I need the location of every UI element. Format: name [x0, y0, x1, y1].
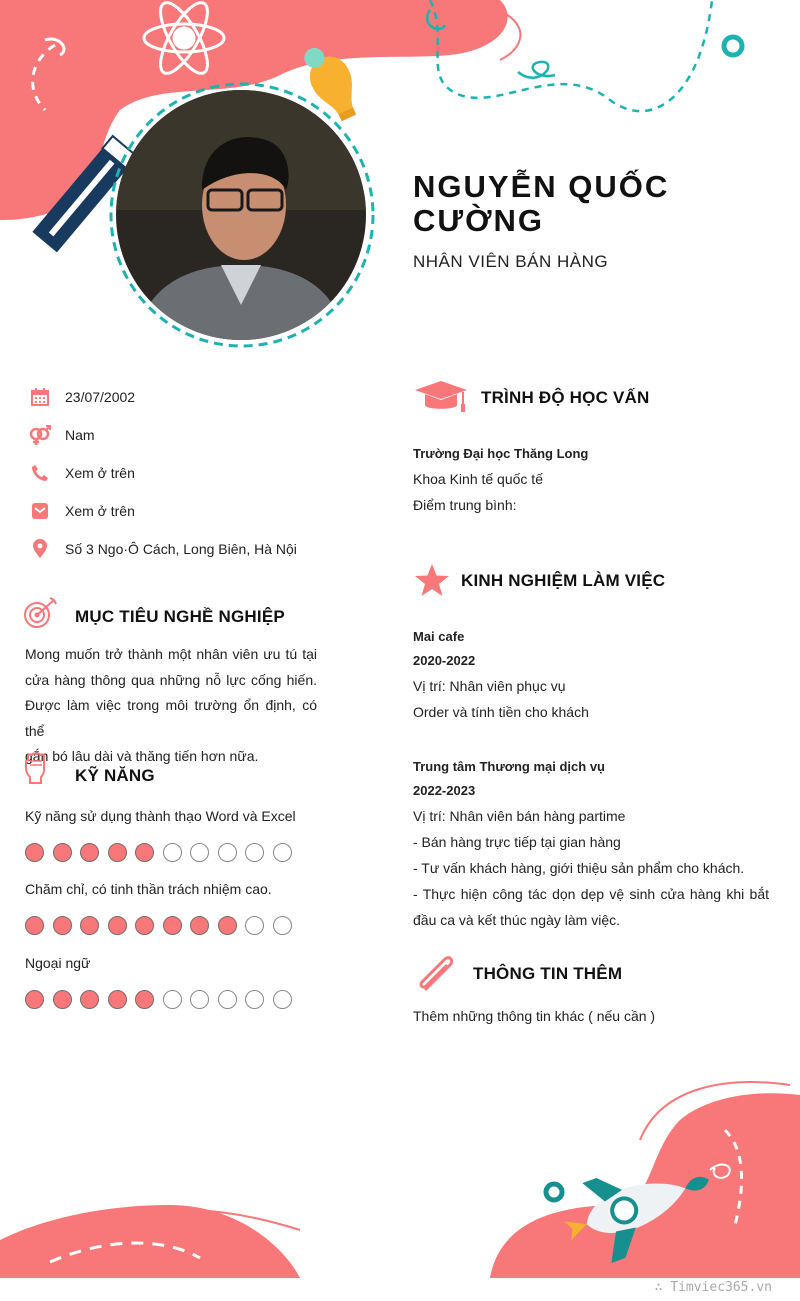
rating-dot-empty	[163, 843, 182, 862]
contact-email	[28, 499, 135, 523]
rating-dot-empty	[163, 990, 182, 1009]
skill-label: Ngoại ngữ	[25, 955, 91, 971]
faculty: Khoa Kinh tế quốc tế	[413, 471, 543, 487]
birthday-value: 23/07/2002	[65, 389, 136, 405]
teal-ring-bottom	[546, 1184, 562, 1200]
rating-dot-empty	[245, 916, 264, 935]
rating-dot-empty	[218, 990, 237, 1009]
job-title: NHÂN VIÊN BÁN HÀNG	[413, 252, 609, 271]
rating-dot-filled	[163, 916, 182, 935]
objective-line: Mong muốn trở thành một nhân viên ưu tú tại	[25, 646, 317, 662]
skill-label: Chăm chỉ, có tinh thần trách nhiệm cao.	[25, 881, 272, 897]
rating-dot-filled	[108, 843, 127, 862]
objective-line: gắn bó lâu dài và thăng tiến hơn nữa.	[25, 748, 259, 764]
gender-value: Nam	[65, 427, 95, 443]
rating-dot-empty	[273, 843, 292, 862]
job-period: 2022-2023	[413, 783, 476, 798]
phone-icon	[28, 461, 52, 485]
star-icon	[414, 563, 450, 602]
phone-value[interactable]: Xem ở trên	[65, 465, 135, 481]
avatar	[116, 90, 366, 340]
experience-title: KINH NGHIỆM LÀM VIỆC	[461, 571, 666, 590]
paperclip-icon	[416, 953, 458, 998]
bottom-left-blob	[0, 1205, 300, 1278]
rating-dot-filled	[218, 916, 237, 935]
contact-gender	[28, 423, 95, 447]
email-value[interactable]: Xem ở trên	[65, 503, 135, 519]
rating-dot-filled	[53, 916, 72, 935]
job-detail: đầu ca và kết thúc ngày làm việc.	[413, 912, 620, 928]
contact-phone	[28, 461, 135, 485]
rating-dot-filled	[25, 843, 44, 862]
rating-dot-filled	[190, 916, 209, 935]
education-title: TRÌNH ĐỘ HỌC VẤN	[481, 388, 650, 407]
rating-dot-empty	[245, 843, 264, 862]
calendar-icon	[28, 385, 52, 409]
address-value: Số 3 Ngo·Ô Cách, Long Biên, Hà Nội	[65, 541, 297, 557]
job-detail: - Bán hàng trực tiếp tại gian hàng	[413, 834, 621, 850]
skills-title: KỸ NĂNG	[75, 766, 155, 785]
job-company: Trung tâm Thương mại dịch vụ	[413, 759, 605, 774]
school-name: Trường Đại học Thăng Long	[413, 446, 589, 461]
skill-label: Kỹ năng sử dụng thành thạo Word và Excel	[25, 808, 296, 824]
rating-dot-filled	[135, 843, 154, 862]
gender-icon	[28, 423, 52, 447]
rating-dot-filled	[80, 916, 99, 935]
rating-dot-filled	[25, 916, 44, 935]
fist-icon	[24, 752, 48, 789]
target-icon	[24, 596, 58, 635]
contact-address	[28, 537, 297, 561]
contact-birthday	[28, 385, 135, 409]
rating-dot-filled	[80, 990, 99, 1009]
gpa: Điểm trung bình:	[413, 497, 517, 513]
extra-title: THÔNG TIN THÊM	[473, 964, 623, 983]
rating-dot-filled	[53, 843, 72, 862]
graduation-cap-icon	[413, 380, 469, 419]
rating-dot-filled	[53, 990, 72, 1009]
job-detail: - Tư vấn khách hàng, giới thiệu sản phẩm cho khách.	[413, 860, 745, 876]
rating-dot-empty	[273, 990, 292, 1009]
rating-dot-empty	[245, 990, 264, 1009]
rating-dot-empty	[218, 843, 237, 862]
objective-title: MỤC TIÊU NGHỀ NGHIỆP	[75, 607, 285, 626]
teal-ring	[724, 37, 742, 55]
watermark: ∴ Timviec365.vn	[654, 1280, 772, 1295]
job-detail: Order và tính tiền cho khách	[413, 704, 589, 720]
extra-text: Thêm những thông tin khác ( nếu cần )	[413, 1008, 656, 1024]
rating-dot-filled	[108, 916, 127, 935]
rating-dot-empty	[190, 843, 209, 862]
job-period: 2020-2022	[413, 653, 476, 668]
job-company: Mai cafe	[413, 629, 465, 644]
objective-text	[25, 642, 317, 770]
job-detail: Vị trí: Nhân viên phục vụ	[413, 678, 566, 694]
job-detail: Vị trí: Nhân viên bán hàng partime	[413, 808, 626, 824]
rating-dot-filled	[135, 990, 154, 1009]
email-icon	[28, 499, 52, 523]
rating-dot-filled	[108, 990, 127, 1009]
candidate-name: NGUYỄN QUỐC CƯỜNG	[413, 169, 670, 238]
skill-rating	[25, 916, 300, 935]
rating-dot-filled	[25, 990, 44, 1009]
skill-rating	[25, 843, 300, 862]
rating-dot-filled	[80, 843, 99, 862]
objective-line: Được làm việc trong môi trường ổn định, có thể	[25, 697, 317, 739]
job-detail: - Thực hiện công tác dọn dẹp vệ sinh cửa hàng khi bắt	[413, 886, 769, 902]
rating-dot-filled	[135, 916, 154, 935]
location-pin-icon	[28, 537, 52, 561]
rating-dot-empty	[190, 990, 209, 1009]
skill-rating	[25, 990, 300, 1009]
rating-dot-empty	[273, 916, 292, 935]
objective-line: cửa hàng thông qua những nỗ lực cống hiến.	[25, 671, 317, 688]
